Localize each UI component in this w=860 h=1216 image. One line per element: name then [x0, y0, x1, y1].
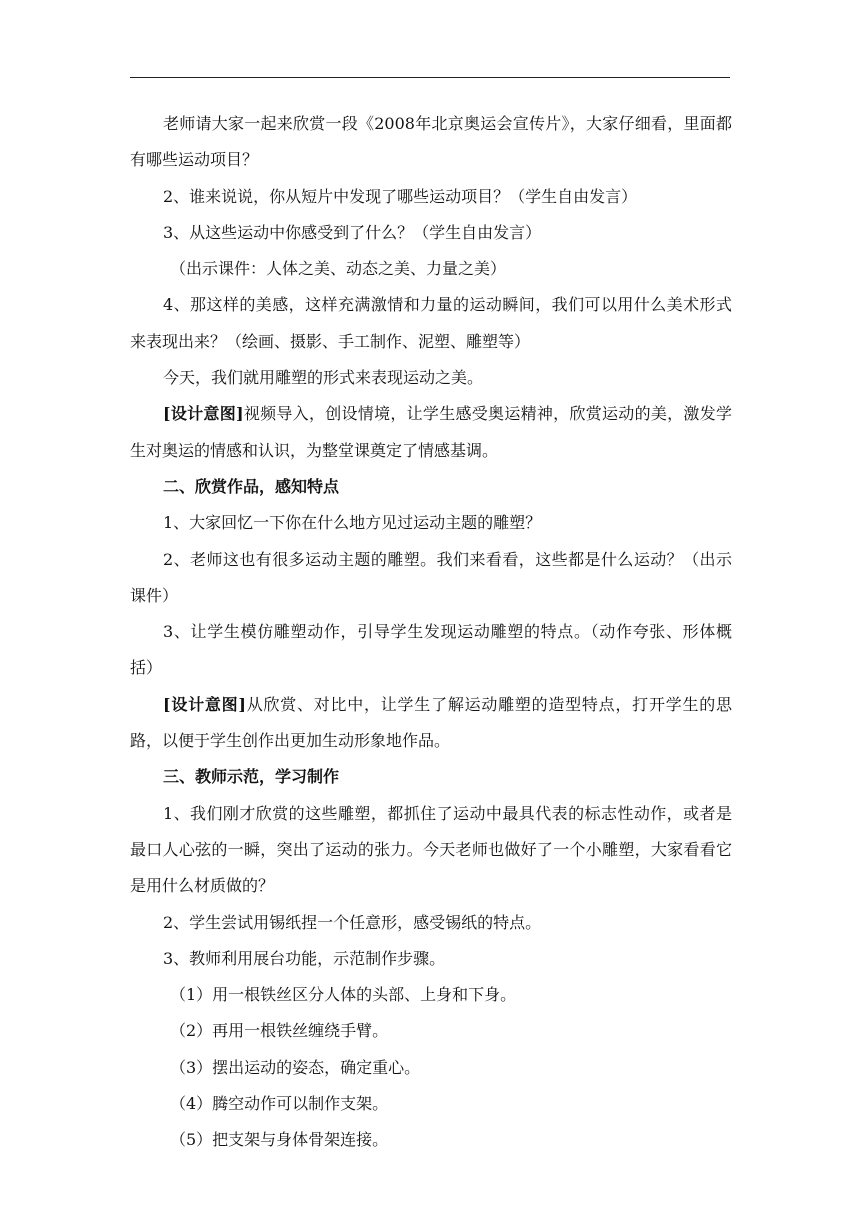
paragraph-imitate: 3、让学生模仿雕塑动作，引导学生发现运动雕塑的特点。（动作夸张、形体概括） — [130, 622, 732, 678]
section-heading-demo: 三、教师示范，学习制作 — [163, 767, 340, 787]
paragraph-video-intro: 老师请大家一起来欣赏一段《2008年北京奥运会宣传片》，大家仔细看，里面都有哪些运动项目？ — [130, 114, 732, 170]
paragraph-foil-try: 2、学生尝试用锡纸捏一个任意形，感受锡纸的特点。 — [163, 912, 542, 932]
design-intent-tag: [设计意图] — [163, 404, 244, 424]
paragraph-tension: 1、我们刚才欣赏的这些雕塑，都抓住了运动中最具代表的标志性动作，或者是最口人心弦的一瞬，突出了运动的张力。今天老师也做好了一个小雕塑，大家看看它是用什么材质做的？ — [130, 803, 732, 896]
design-intent-text: 从欣赏、对比中，让学生了解运动雕塑的造型特点，打开学生的思路，以便于学生创作出更加生动形象地作品。 — [130, 694, 732, 751]
paragraph-question-4: 4、那这样的美感，这样充满激情和力量的运动瞬间，我们可以用什么美术形式来表现出来？（绘画、摄影、手工制作、泥塑、雕塑等） — [130, 295, 732, 351]
paragraph-design-intent-2 — [130, 687, 732, 760]
design-intent-text: 视频导入，创设情境，让学生感受奥运精神，欣赏运动的美，激发学生对奥运的情感和认识，为整堂课奠定了情感基调。 — [130, 404, 732, 460]
design-intent-tag: [设计意图] — [163, 694, 246, 714]
document-body — [130, 106, 732, 1159]
step-2: （2）再用一根铁丝缠绕手臂。 — [170, 1021, 389, 1041]
step-3: （3）摆出运动的姿态，确定重心。 — [170, 1057, 421, 1077]
paragraph-question-2: 2、谁来说说，你从短片中发现了哪些运动项目？（学生自由发言） — [163, 186, 638, 206]
step-5: （5）把支架与身体骨架连接。 — [170, 1130, 389, 1150]
header-rule — [130, 77, 730, 78]
section-heading-appreciate: 二、欣赏作品，感知特点 — [163, 476, 340, 496]
step-4: （4）腾空动作可以制作支架。 — [170, 1094, 389, 1114]
paragraph-question-3: 3、从这些运动中你感受到了什么？（学生自由发言） — [163, 222, 542, 242]
paragraph-design-intent-1 — [130, 396, 732, 469]
paragraph-courseware-note: （出示课件：人体之美、动态之美、力量之美） — [170, 259, 507, 279]
paragraph-today: 今天，我们就用雕塑的形式来表现运动之美。 — [163, 368, 484, 388]
paragraph-sculptures: 2、老师这也有很多运动主题的雕塑。我们来看看，这些都是什么运动？（出示课件） — [130, 549, 732, 605]
paragraph-recall: 1、大家回忆一下你在什么地方见过运动主题的雕塑？ — [163, 513, 542, 533]
step-1: （1）用一根铁丝区分人体的头部、上身和下身。 — [170, 985, 517, 1005]
paragraph-demo-steps: 3、教师利用展台功能，示范制作步骤。 — [163, 948, 446, 968]
